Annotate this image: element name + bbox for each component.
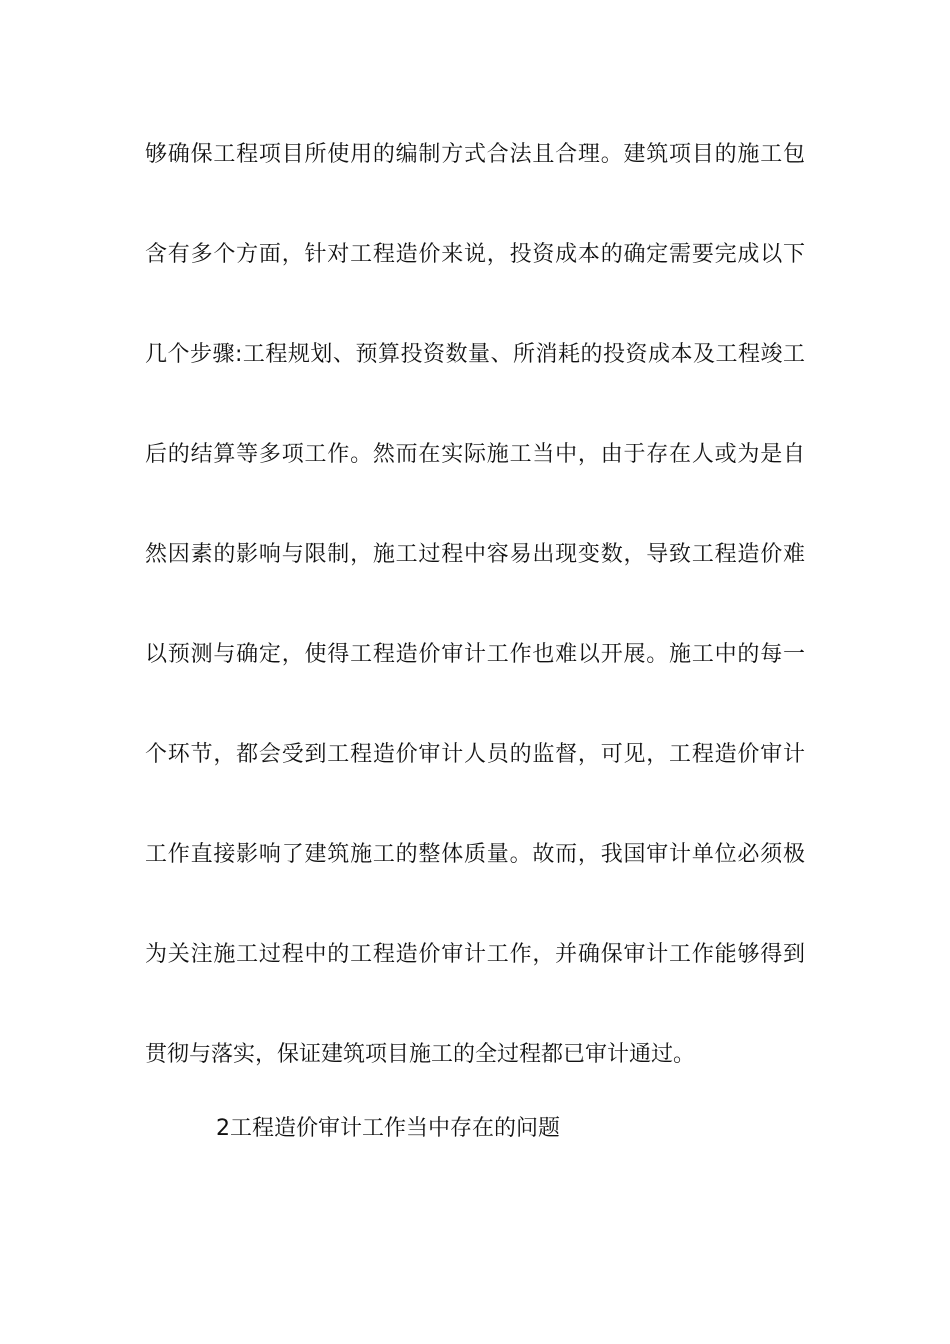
paragraph-line: 为关注施工过程中的工程造价审计工作，并确保审计工作能够得到 bbox=[145, 942, 805, 967]
paragraph-line: 够确保工程项目所使用的编制方式合法且合理。建筑项目的施工包 bbox=[145, 142, 805, 167]
paragraph-line: 然因素的影响与限制，施工过程中容易出现变数，导致工程造价难 bbox=[145, 542, 805, 567]
paragraph-line: 个环节，都会受到工程造价审计人员的监督，可见，工程造价审计 bbox=[145, 742, 805, 767]
paragraph-line: 后的结算等多项工作。然而在实际施工当中，由于存在人或为是自 bbox=[145, 442, 805, 467]
paragraph-line: 贯彻与落实，保证建筑项目施工的全过程都已审计通过。 bbox=[145, 1042, 696, 1067]
paragraph-line: 几个步骤:工程规划、预算投资数量、所消耗的投资成本及工程竣工 bbox=[145, 342, 805, 367]
paragraph-line: 工作直接影响了建筑施工的整体质量。故而，我国审计单位必须极 bbox=[145, 842, 805, 867]
section-heading: 2工程造价审计工作当中存在的问题 bbox=[216, 1116, 560, 1141]
paragraph-line: 含有多个方面，针对工程造价来说，投资成本的确定需要完成以下 bbox=[145, 242, 805, 267]
paragraph-line: 以预测与确定，使得工程造价审计工作也难以开展。施工中的每一 bbox=[145, 642, 805, 667]
